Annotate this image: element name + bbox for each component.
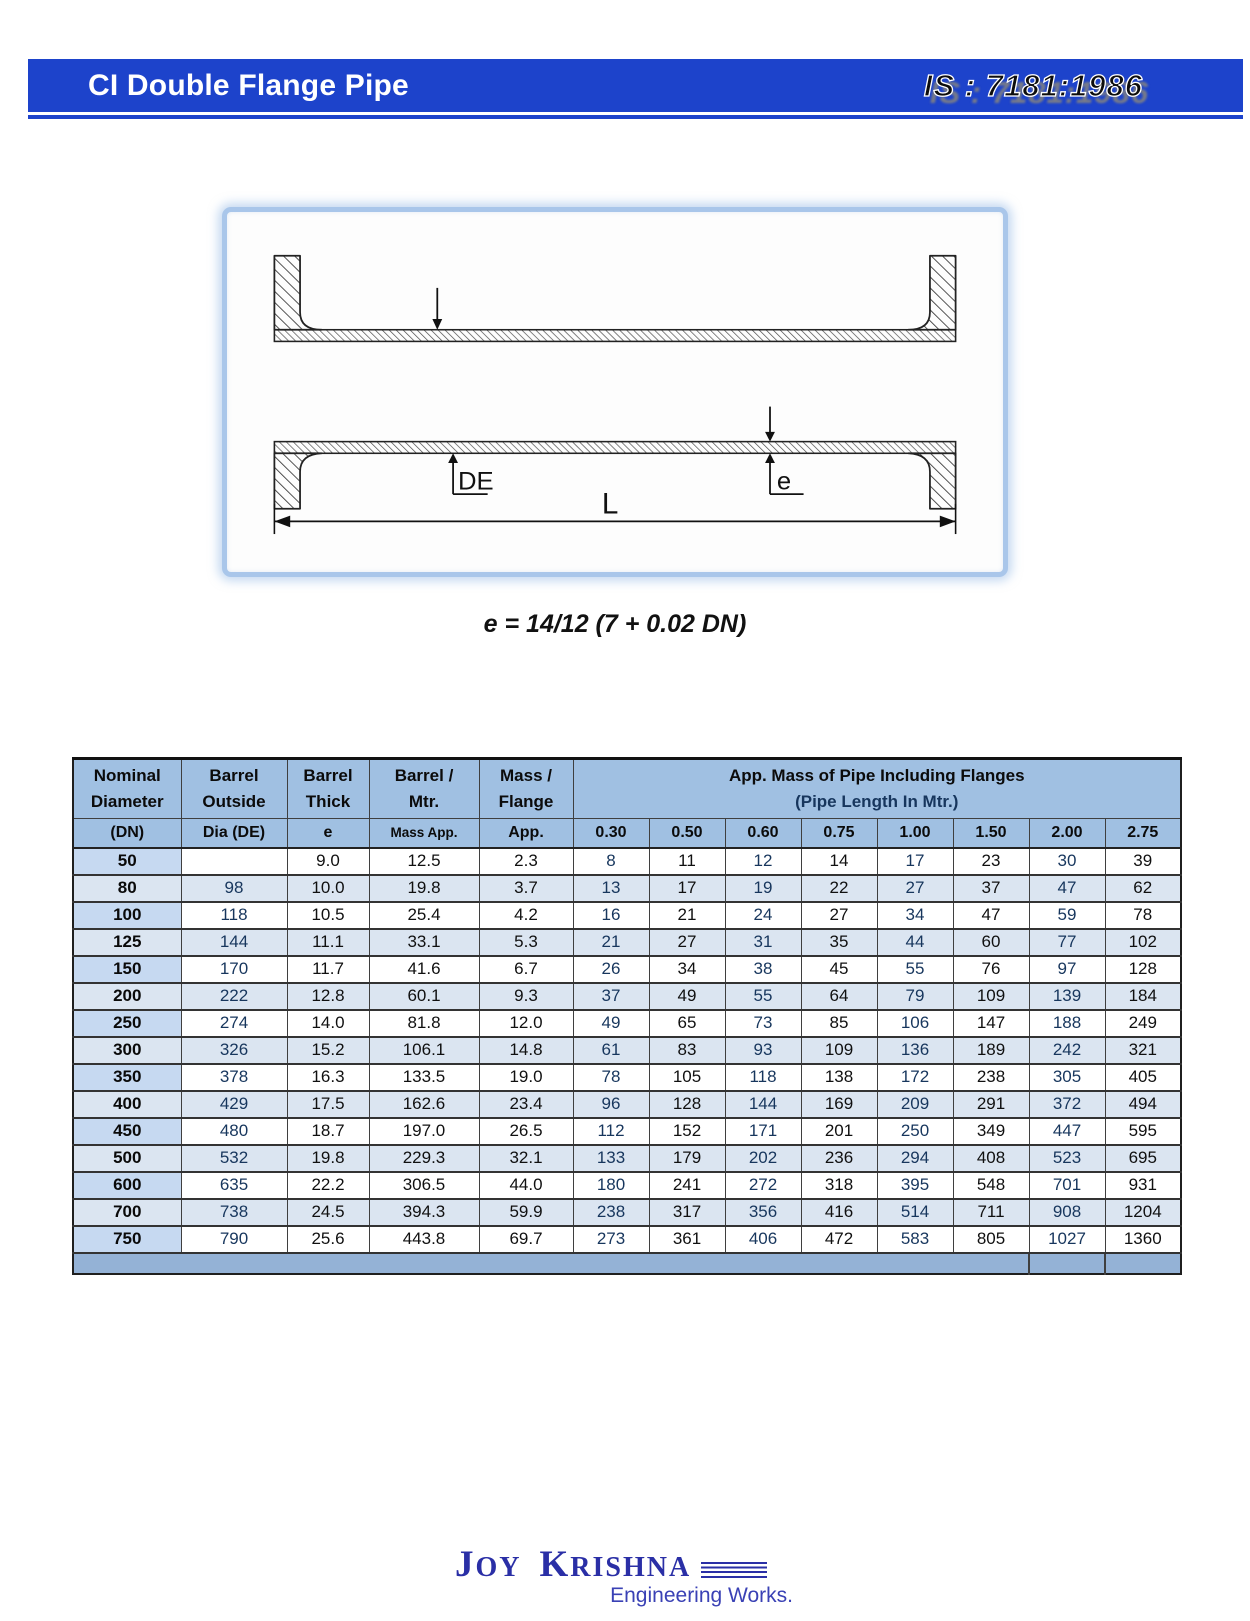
table-row (73, 902, 1181, 929)
cell-value: 12.5 (369, 848, 479, 875)
cell-value: 64 (801, 983, 877, 1010)
pipe-wall-bottom (274, 442, 955, 454)
dimension-L (274, 488, 955, 534)
subcol-len-275: 2.75 (1105, 819, 1181, 848)
cell-value: 931 (1105, 1172, 1181, 1199)
cell-value: 447 (1029, 1118, 1105, 1145)
cell-dn: 100 (73, 902, 181, 929)
cell-value: 321 (1105, 1037, 1181, 1064)
cell-value: 5.3 (479, 929, 573, 956)
cell-value: 144 (181, 929, 287, 956)
cell-value: 27 (649, 929, 725, 956)
band-cell (725, 1253, 801, 1274)
cell-value: 11.1 (287, 929, 369, 956)
cell-value: 37 (573, 983, 649, 1010)
band-cell (1029, 1253, 1105, 1274)
cell-dn: 600 (73, 1172, 181, 1199)
cell-value: 532 (181, 1145, 287, 1172)
cell-value: 238 (573, 1199, 649, 1226)
cell-value: 908 (1029, 1199, 1105, 1226)
cell-value: 19 (725, 875, 801, 902)
cell-value: 44 (877, 929, 953, 956)
company-logo (455, 1544, 815, 1608)
page-title: CI Double Flange Pipe (88, 68, 409, 102)
cell-value: 24 (725, 902, 801, 929)
cell-value: 55 (877, 956, 953, 983)
cell-value: 55 (725, 983, 801, 1010)
flange-left (274, 256, 321, 509)
label-L: L (601, 487, 619, 521)
cell-value: 16 (573, 902, 649, 929)
cell-value: 179 (649, 1145, 725, 1172)
cell-value: 695 (1105, 1145, 1181, 1172)
cell-value: 1204 (1105, 1199, 1181, 1226)
cell-value: 59.9 (479, 1199, 573, 1226)
cell-value: 172 (877, 1064, 953, 1091)
cell-value: 188 (1029, 1010, 1105, 1037)
cell-value: 109 (953, 983, 1029, 1010)
cell-value: 10.0 (287, 875, 369, 902)
logo-word-krishna: KRISHNA (539, 1544, 692, 1585)
cell-value: 738 (181, 1199, 287, 1226)
cell-value: 47 (1029, 875, 1105, 902)
cell-value: 635 (181, 1172, 287, 1199)
cell-value: 395 (877, 1172, 953, 1199)
standard-badge: IS : 7181:1986 (923, 67, 1143, 103)
table-row (73, 1226, 1181, 1253)
band-cell (877, 1253, 953, 1274)
cell-value: 171 (725, 1118, 801, 1145)
cell-value: 408 (953, 1145, 1029, 1172)
cell-value: 17 (877, 848, 953, 875)
cell-value: 306.5 (369, 1172, 479, 1199)
band-cell (953, 1253, 1029, 1274)
cell-value: 106 (877, 1010, 953, 1037)
cell-value: 102 (1105, 929, 1181, 956)
table-row (73, 1145, 1181, 1172)
subcol-mass-app: Mass App. (369, 819, 479, 848)
cell-value: 128 (649, 1091, 725, 1118)
cell-value: 6.7 (479, 956, 573, 983)
table-row (73, 956, 1181, 983)
cell-value: 152 (649, 1118, 725, 1145)
col-header-de: Barrel Outside (181, 759, 287, 819)
logo-word-joy: JOY (455, 1544, 522, 1585)
label-DE: DE (458, 467, 494, 496)
cell-value: 169 (801, 1091, 877, 1118)
cell-value: 21 (573, 929, 649, 956)
cell-value: 349 (953, 1118, 1029, 1145)
cell-value: 514 (877, 1199, 953, 1226)
thickness-formula: e = 14/12 (7 + 0.02 DN) (483, 610, 747, 638)
subcol-len-200: 2.00 (1029, 819, 1105, 848)
cell-value: 23 (953, 848, 1029, 875)
cell-dn: 750 (73, 1226, 181, 1253)
col-header-dn: Nominal Diameter (73, 759, 181, 819)
cell-value: 79 (877, 983, 953, 1010)
cell-value: 17 (649, 875, 725, 902)
cell-value: 10.5 (287, 902, 369, 929)
cell-value: 416 (801, 1199, 877, 1226)
table-row (73, 983, 1181, 1010)
cell-value: 77 (1029, 929, 1105, 956)
cell-value: 406 (725, 1226, 801, 1253)
cell-value: 93 (725, 1037, 801, 1064)
cell-value: 17.5 (287, 1091, 369, 1118)
cell-value: 65 (649, 1010, 725, 1037)
cell-value: 78 (573, 1064, 649, 1091)
cell-value: 189 (953, 1037, 1029, 1064)
cell-value: 2.3 (479, 848, 573, 875)
cell-value: 318 (801, 1172, 877, 1199)
subcol-app: App. (479, 819, 573, 848)
cell-value: 429 (181, 1091, 287, 1118)
flange-right (908, 256, 955, 509)
cell-value: 701 (1029, 1172, 1105, 1199)
arrow-top-wall (432, 288, 442, 330)
cell-value: 19.8 (287, 1145, 369, 1172)
cell-value: 23.4 (479, 1091, 573, 1118)
cell-value: 12.8 (287, 983, 369, 1010)
col-header-mass-flange: Mass / Flange (479, 759, 573, 819)
cell-value: 69.7 (479, 1226, 573, 1253)
cell-value: 443.8 (369, 1226, 479, 1253)
cell-value: 128 (1105, 956, 1181, 983)
cell-value: 202 (725, 1145, 801, 1172)
cell-value: 494 (1105, 1091, 1181, 1118)
band-cell (287, 1253, 369, 1274)
col-header-app-mass: App. Mass of Pipe Including Flanges (Pipe Length In Mtr.) (573, 759, 1181, 819)
cell-value: 27 (877, 875, 953, 902)
cell-value: 38 (725, 956, 801, 983)
cell-value: 317 (649, 1199, 725, 1226)
cell-dn: 500 (73, 1145, 181, 1172)
cell-value: 32.1 (479, 1145, 573, 1172)
cell-value: 238 (953, 1064, 1029, 1091)
subcol-len-060: 0.60 (725, 819, 801, 848)
band-cell (369, 1253, 479, 1274)
cell-value: 1360 (1105, 1226, 1181, 1253)
cell-value: 11.7 (287, 956, 369, 983)
table-row (73, 1037, 1181, 1064)
cell-value: 83 (649, 1037, 725, 1064)
subcol-len-030: 0.30 (573, 819, 649, 848)
cell-value: 26 (573, 956, 649, 983)
subcol-len-150: 1.50 (953, 819, 1029, 848)
cell-value: 96 (573, 1091, 649, 1118)
cell-value: 81.8 (369, 1010, 479, 1037)
cell-value: 25.6 (287, 1226, 369, 1253)
cell-value: 12.0 (479, 1010, 573, 1037)
cell-value: 162.6 (369, 1091, 479, 1118)
cell-value: 118 (181, 902, 287, 929)
header-bar (28, 59, 1243, 112)
cell-value: 25.4 (369, 902, 479, 929)
table-row (73, 875, 1181, 902)
cell-value: 109 (801, 1037, 877, 1064)
cell-value: 76 (953, 956, 1029, 983)
cell-value: 98 (181, 875, 287, 902)
cell-value: 13 (573, 875, 649, 902)
cell-value: 97 (1029, 956, 1105, 983)
cell-value: 14.0 (287, 1010, 369, 1037)
cell-value: 1027 (1029, 1226, 1105, 1253)
cell-value: 133.5 (369, 1064, 479, 1091)
cell-value: 44.0 (479, 1172, 573, 1199)
table-row (73, 1010, 1181, 1037)
cell-value: 106.1 (369, 1037, 479, 1064)
cell-value: 523 (1029, 1145, 1105, 1172)
table-body (73, 848, 1181, 1253)
table-footer-band (73, 1253, 1181, 1274)
cell-value: 22 (801, 875, 877, 902)
cell-value: 16.3 (287, 1064, 369, 1091)
cell-value: 548 (953, 1172, 1029, 1199)
header-underline (28, 115, 1243, 119)
pipe-diagram (227, 212, 1003, 572)
cell-value: 241 (649, 1172, 725, 1199)
cell-value: 45 (801, 956, 877, 983)
cell-value: 49 (573, 1010, 649, 1037)
cell-value: 18.7 (287, 1118, 369, 1145)
cell-value: 14 (801, 848, 877, 875)
cell-value: 24.5 (287, 1199, 369, 1226)
logo-subtitle: Engineering Works. (610, 1584, 793, 1607)
cell-value: 372 (1029, 1091, 1105, 1118)
cell-dn: 400 (73, 1091, 181, 1118)
cell-value: 35 (801, 929, 877, 956)
cell-value: 34 (877, 902, 953, 929)
cell-value: 405 (1105, 1064, 1181, 1091)
cell-value: 31 (725, 929, 801, 956)
cell-value: 39 (1105, 848, 1181, 875)
label-DE-group (448, 453, 494, 495)
cell-dn: 200 (73, 983, 181, 1010)
cell-value: 22.2 (287, 1172, 369, 1199)
band-cell (181, 1253, 287, 1274)
cell-value: 711 (953, 1199, 1029, 1226)
cell-value: 180 (573, 1172, 649, 1199)
band-cell (801, 1253, 877, 1274)
cell-value: 62 (1105, 875, 1181, 902)
band-cell (649, 1253, 725, 1274)
table-row (73, 1172, 1181, 1199)
cell-value: 326 (181, 1037, 287, 1064)
cell-value: 41.6 (369, 956, 479, 983)
band-cell (1105, 1253, 1181, 1274)
cell-value: 3.7 (479, 875, 573, 902)
cell-value: 274 (181, 1010, 287, 1037)
subcol-len-100: 1.00 (877, 819, 953, 848)
cell-value: 78 (1105, 902, 1181, 929)
cell-value: 59 (1029, 902, 1105, 929)
cell-dn: 150 (73, 956, 181, 983)
cell-value: 138 (801, 1064, 877, 1091)
cell-value: 583 (877, 1226, 953, 1253)
cell-dn: 300 (73, 1037, 181, 1064)
label-e: e (776, 467, 792, 496)
cell-dn: 250 (73, 1010, 181, 1037)
cell-value: 805 (953, 1226, 1029, 1253)
cell-value: 197.0 (369, 1118, 479, 1145)
cell-value: 61 (573, 1037, 649, 1064)
cell-value: 272 (725, 1172, 801, 1199)
subcol-len-050: 0.50 (649, 819, 725, 848)
cell-value: 229.3 (369, 1145, 479, 1172)
cell-value: 170 (181, 956, 287, 983)
cell-value: 60 (953, 929, 1029, 956)
cell-dn: 50 (73, 848, 181, 875)
subcol-de: Dia (DE) (181, 819, 287, 848)
cell-value: 33.1 (369, 929, 479, 956)
pipe-diagram-frame (222, 207, 1008, 577)
table-row (73, 848, 1181, 875)
cell-value: 26.5 (479, 1118, 573, 1145)
cell-dn: 700 (73, 1199, 181, 1226)
table-header-row-2 (73, 819, 1181, 848)
band-cell (573, 1253, 649, 1274)
table-row (73, 929, 1181, 956)
cell-dn: 350 (73, 1064, 181, 1091)
cell-value: 105 (649, 1064, 725, 1091)
band-cell (479, 1253, 573, 1274)
cell-dn: 125 (73, 929, 181, 956)
subcol-e: e (287, 819, 369, 848)
cell-value: 356 (725, 1199, 801, 1226)
cell-value: 47 (953, 902, 1029, 929)
cell-value: 201 (801, 1118, 877, 1145)
spec-table (72, 757, 1182, 1275)
table-row (73, 1091, 1181, 1118)
cell-value: 133 (573, 1145, 649, 1172)
cell-value: 472 (801, 1226, 877, 1253)
col-header-thick: Barrel Thick (287, 759, 369, 819)
cell-value: 15.2 (287, 1037, 369, 1064)
cell-value: 144 (725, 1091, 801, 1118)
cell-value: 480 (181, 1118, 287, 1145)
cell-value: 4.2 (479, 902, 573, 929)
cell-value: 273 (573, 1226, 649, 1253)
logo-lines-icon (701, 1562, 767, 1578)
cell-value: 147 (953, 1010, 1029, 1037)
cell-value: 305 (1029, 1064, 1105, 1091)
cell-value: 8 (573, 848, 649, 875)
cell-value: 30 (1029, 848, 1105, 875)
cell-value: 9.0 (287, 848, 369, 875)
cell-value: 112 (573, 1118, 649, 1145)
cell-value: 378 (181, 1064, 287, 1091)
cell-value: 12 (725, 848, 801, 875)
cell-value: 790 (181, 1226, 287, 1253)
cell-value: 222 (181, 983, 287, 1010)
cell-value: 73 (725, 1010, 801, 1037)
cell-value: 184 (1105, 983, 1181, 1010)
cell-value: 21 (649, 902, 725, 929)
cell-value: 291 (953, 1091, 1029, 1118)
cell-value: 595 (1105, 1118, 1181, 1145)
cell-value: 60.1 (369, 983, 479, 1010)
band-cell (73, 1253, 181, 1274)
cell-value: 236 (801, 1145, 877, 1172)
cell-value: 14.8 (479, 1037, 573, 1064)
cell-value: 394.3 (369, 1199, 479, 1226)
cell-value (181, 848, 287, 875)
cell-value: 9.3 (479, 983, 573, 1010)
cell-value: 361 (649, 1226, 725, 1253)
cell-value: 139 (1029, 983, 1105, 1010)
logo-wordmark (455, 1544, 815, 1585)
cell-value: 85 (801, 1010, 877, 1037)
table-row (73, 1199, 1181, 1226)
subcol-dn: (DN) (73, 819, 181, 848)
cell-value: 49 (649, 983, 725, 1010)
cell-value: 209 (877, 1091, 953, 1118)
cell-value: 136 (877, 1037, 953, 1064)
cell-value: 19.8 (369, 875, 479, 902)
table-header-row-1 (73, 759, 1181, 819)
cell-dn: 450 (73, 1118, 181, 1145)
cell-value: 34 (649, 956, 725, 983)
cell-dn: 80 (73, 875, 181, 902)
pipe-wall-top (274, 330, 955, 342)
cell-value: 250 (877, 1118, 953, 1145)
cell-value: 27 (801, 902, 877, 929)
cell-value: 118 (725, 1064, 801, 1091)
cell-value: 249 (1105, 1010, 1181, 1037)
cell-value: 37 (953, 875, 1029, 902)
cell-value: 294 (877, 1145, 953, 1172)
cell-value: 11 (649, 848, 725, 875)
subcol-len-075: 0.75 (801, 819, 877, 848)
col-header-barrel-mtr: Barrel / Mtr. (369, 759, 479, 819)
table-row (73, 1064, 1181, 1091)
table-row (73, 1118, 1181, 1145)
cell-value: 19.0 (479, 1064, 573, 1091)
cell-value: 242 (1029, 1037, 1105, 1064)
